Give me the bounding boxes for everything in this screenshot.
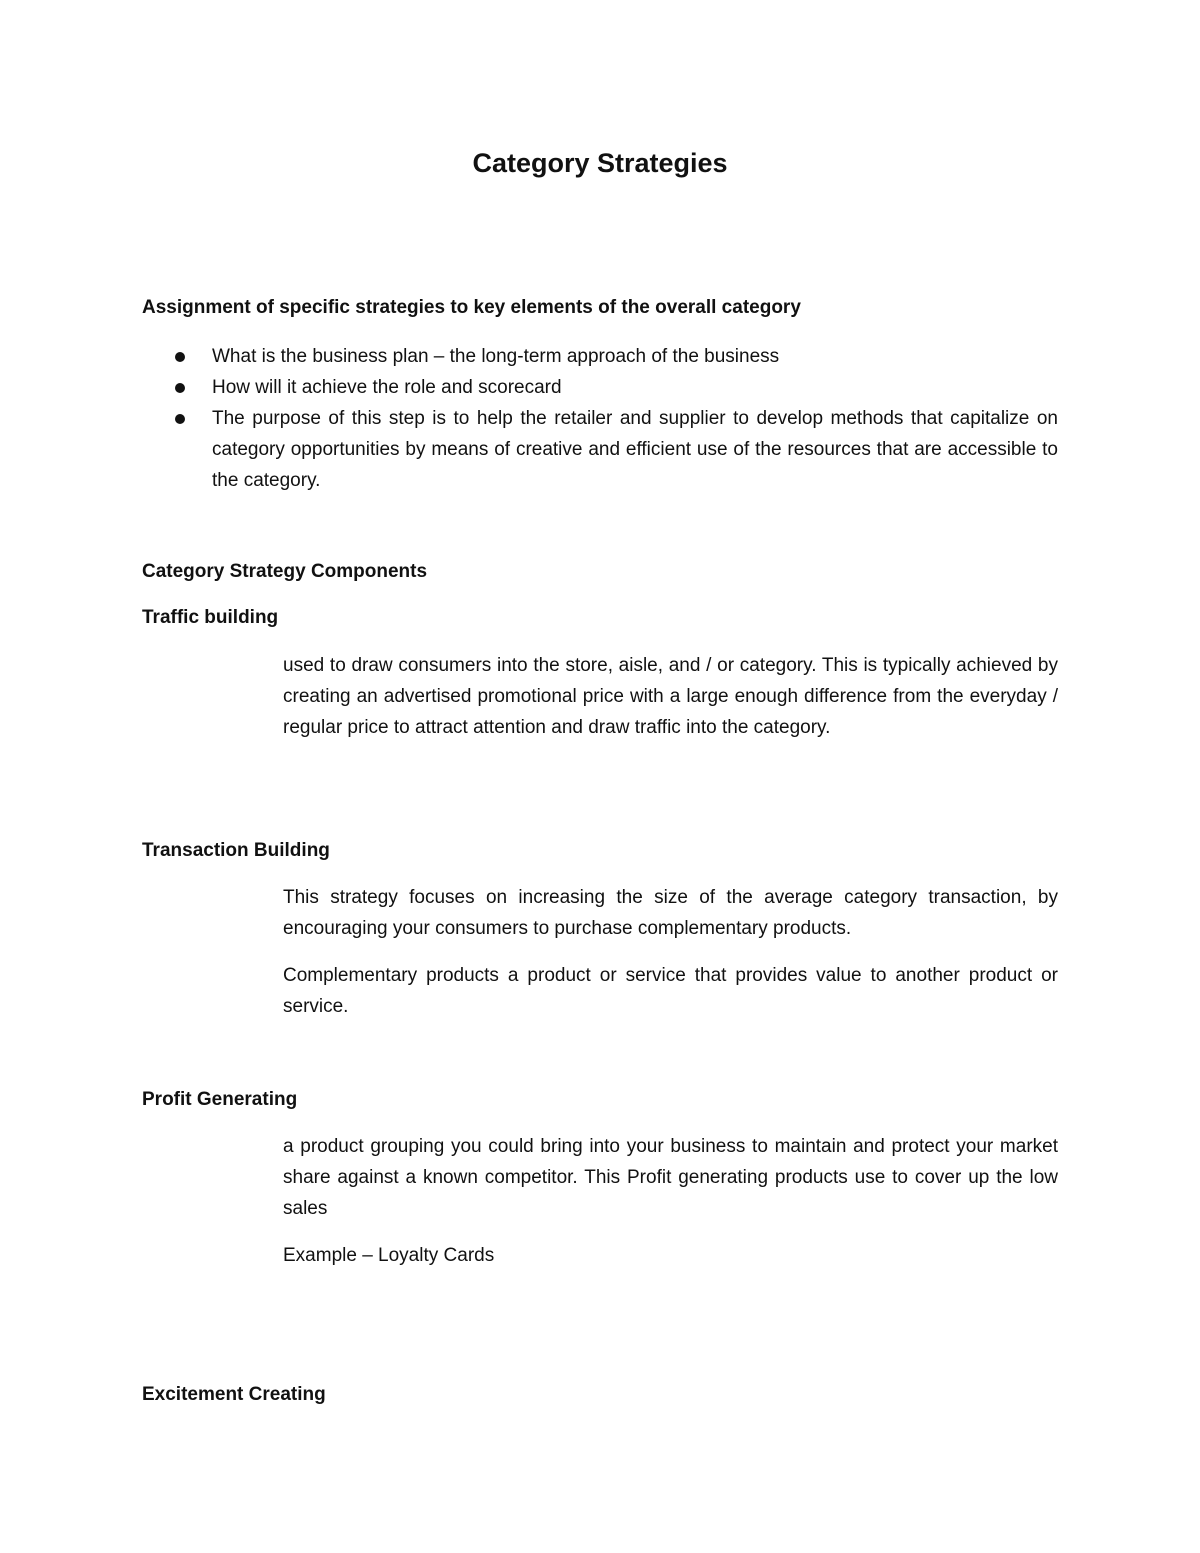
transaction-building-heading: Transaction Building xyxy=(142,840,330,861)
profit-generating-example: Example – Loyalty Cards xyxy=(283,1245,495,1266)
list-item xyxy=(212,341,1058,372)
components-heading: Category Strategy Components xyxy=(142,561,428,582)
transaction-building-body: This strategy focuses on increasing the size of the average category transaction, by encouraging your consumers to purchase complementary products. xyxy=(283,887,1058,939)
bullet-text: What is the business plan – the long-term approach of the business xyxy=(212,346,780,367)
list-item xyxy=(212,372,1058,403)
bullet-icon xyxy=(175,383,185,393)
assignment-heading: Assignment of specific strategies to key elements of the overall category xyxy=(142,297,801,318)
bullet-text: The purpose of this step is to help the retailer and supplier to develop methods that capitalize on category opportunities by means of creative and efficient use of the resources that are accessible to the category. xyxy=(212,408,1058,491)
bullet-icon xyxy=(175,352,185,362)
excitement-creating-heading: Excitement Creating xyxy=(142,1384,326,1405)
traffic-building-heading: Traffic building xyxy=(142,607,279,628)
document-title: Category Strategies xyxy=(472,148,728,178)
assignment-bullet-list xyxy=(212,341,1058,496)
complementary-products-body: Complementary products a product or service that provides value to another product or service. xyxy=(283,965,1058,1017)
bullet-text: How will it achieve the role and scorecard xyxy=(212,377,562,398)
list-item xyxy=(212,403,1058,496)
bullet-icon xyxy=(175,414,185,424)
traffic-building-body: used to draw consumers into the store, aisle, and / or category. This is typically achieved by creating an advertised promotional price with a large enough difference from the everyday / regular price to attract attention and draw traffic into the category. xyxy=(283,655,1058,738)
profit-generating-body: a product grouping you could bring into your business to maintain and protect your market share against a known competitor. This Profit generating products use to cover up the low sales xyxy=(283,1136,1058,1219)
profit-generating-heading: Profit Generating xyxy=(142,1089,298,1110)
